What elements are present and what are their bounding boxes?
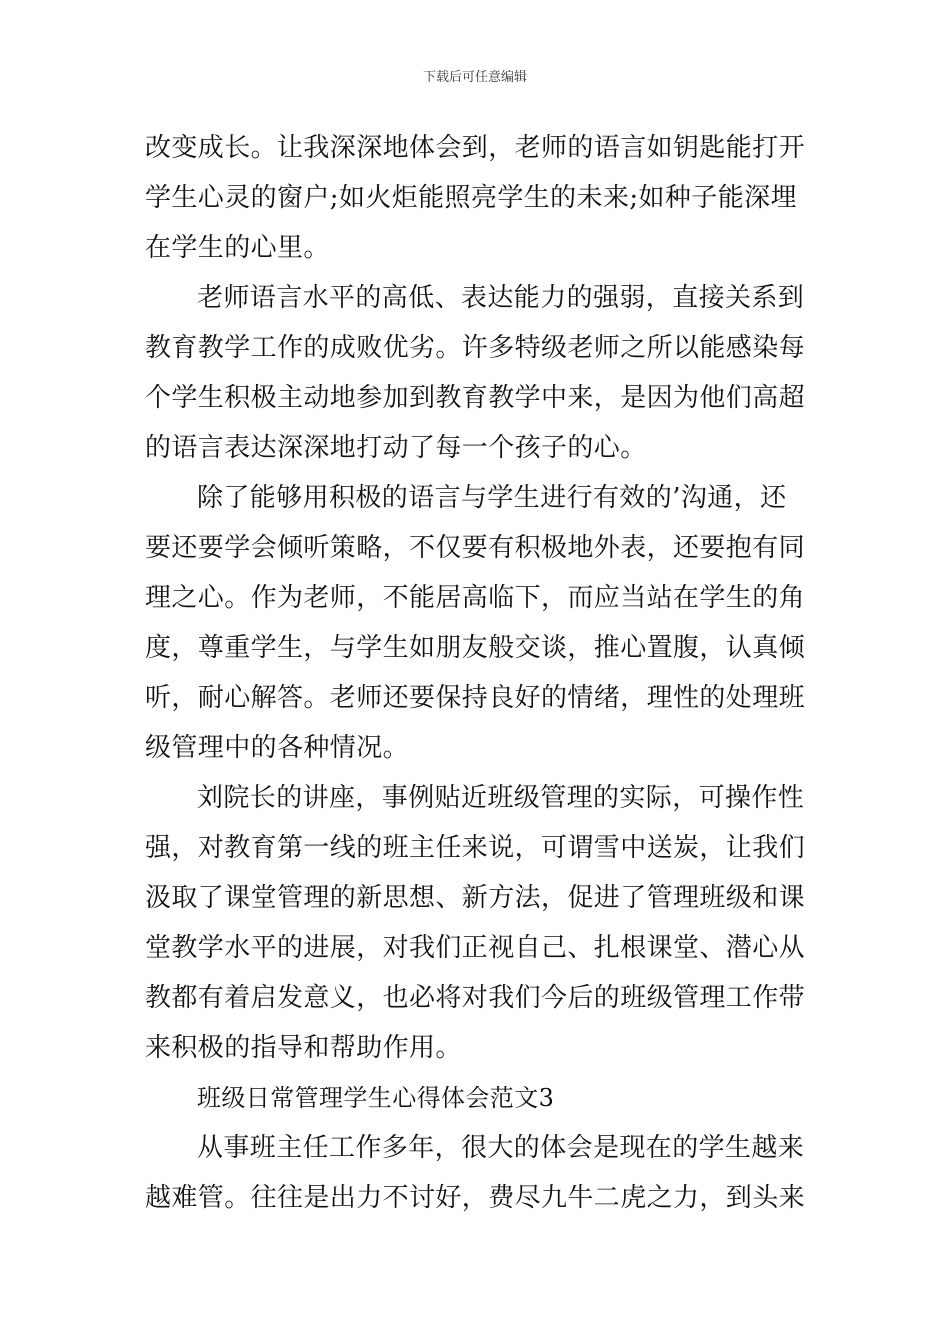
page-header: 下载后可任意编辑	[422, 70, 527, 85]
paragraph-start-line: 从事班主任工作多年，很大的体会是现在的学生越来	[197, 1133, 805, 1163]
section-heading: 班级日常管理学生心得体会范文3	[197, 1084, 555, 1112]
text-line: 的语言表达深深地打动了每一个孩子的心。	[145, 433, 647, 463]
text-line: 改变成长。让我深深地体会到，老师的语言如钥匙能打开	[145, 133, 806, 163]
text-line: 个学生积极主动地参加到教育教学中来，是因为他们高超	[145, 383, 806, 413]
text-line: 来积极的指导和帮助作用。	[145, 1033, 462, 1063]
text-line: 越难管。往往是出力不讨好，费尽九牛二虎之力，到头来	[145, 1183, 806, 1213]
text-line: 级管理中的各种情况。	[145, 733, 410, 763]
text-line: 教育教学工作的成败优劣。许多特级老师之所以能感染每	[145, 333, 806, 363]
text-line: 汲取了课堂管理的新思想、新方法，促进了管理班级和课	[145, 883, 806, 913]
text-line: 教都有着启发意义，也必将对我们今后的班级管理工作带	[145, 983, 806, 1013]
text-line: 强，对教育第一线的班主任来说，可谓雪中送炭，让我们	[145, 833, 806, 863]
document-body	[145, 123, 815, 1223]
text-line: 堂教学水平的进展，对我们正视自己、扎根课堂、潜心从	[145, 933, 806, 963]
text-line: 理之心。作为老师，不能居高临下，而应当站在学生的角	[145, 583, 806, 613]
paragraph-start-line: 刘院长的讲座，事例贴近班级管理的实际，可操作性	[197, 783, 805, 813]
text-line: 学生心灵的窗户;如火炬能照亮学生的未来;如种子能深埋	[145, 183, 797, 213]
paragraph-start-line: 老师语言水平的高低、表达能力的强弱，直接关系到	[197, 283, 805, 313]
text-line: 听，耐心解答。老师还要保持良好的情绪，理性的处理班	[145, 683, 806, 713]
text-line: 度，尊重学生，与学生如朋友般交谈，推心置腹，认真倾	[145, 633, 806, 663]
paragraph-start-line: 除了能够用积极的语言与学生进行有效的’沟通，还	[197, 483, 787, 513]
text-line: 在学生的心里。	[145, 233, 330, 263]
text-line: 要还要学会倾听策略，不仅要有积极地外表，还要抱有同	[145, 533, 806, 563]
